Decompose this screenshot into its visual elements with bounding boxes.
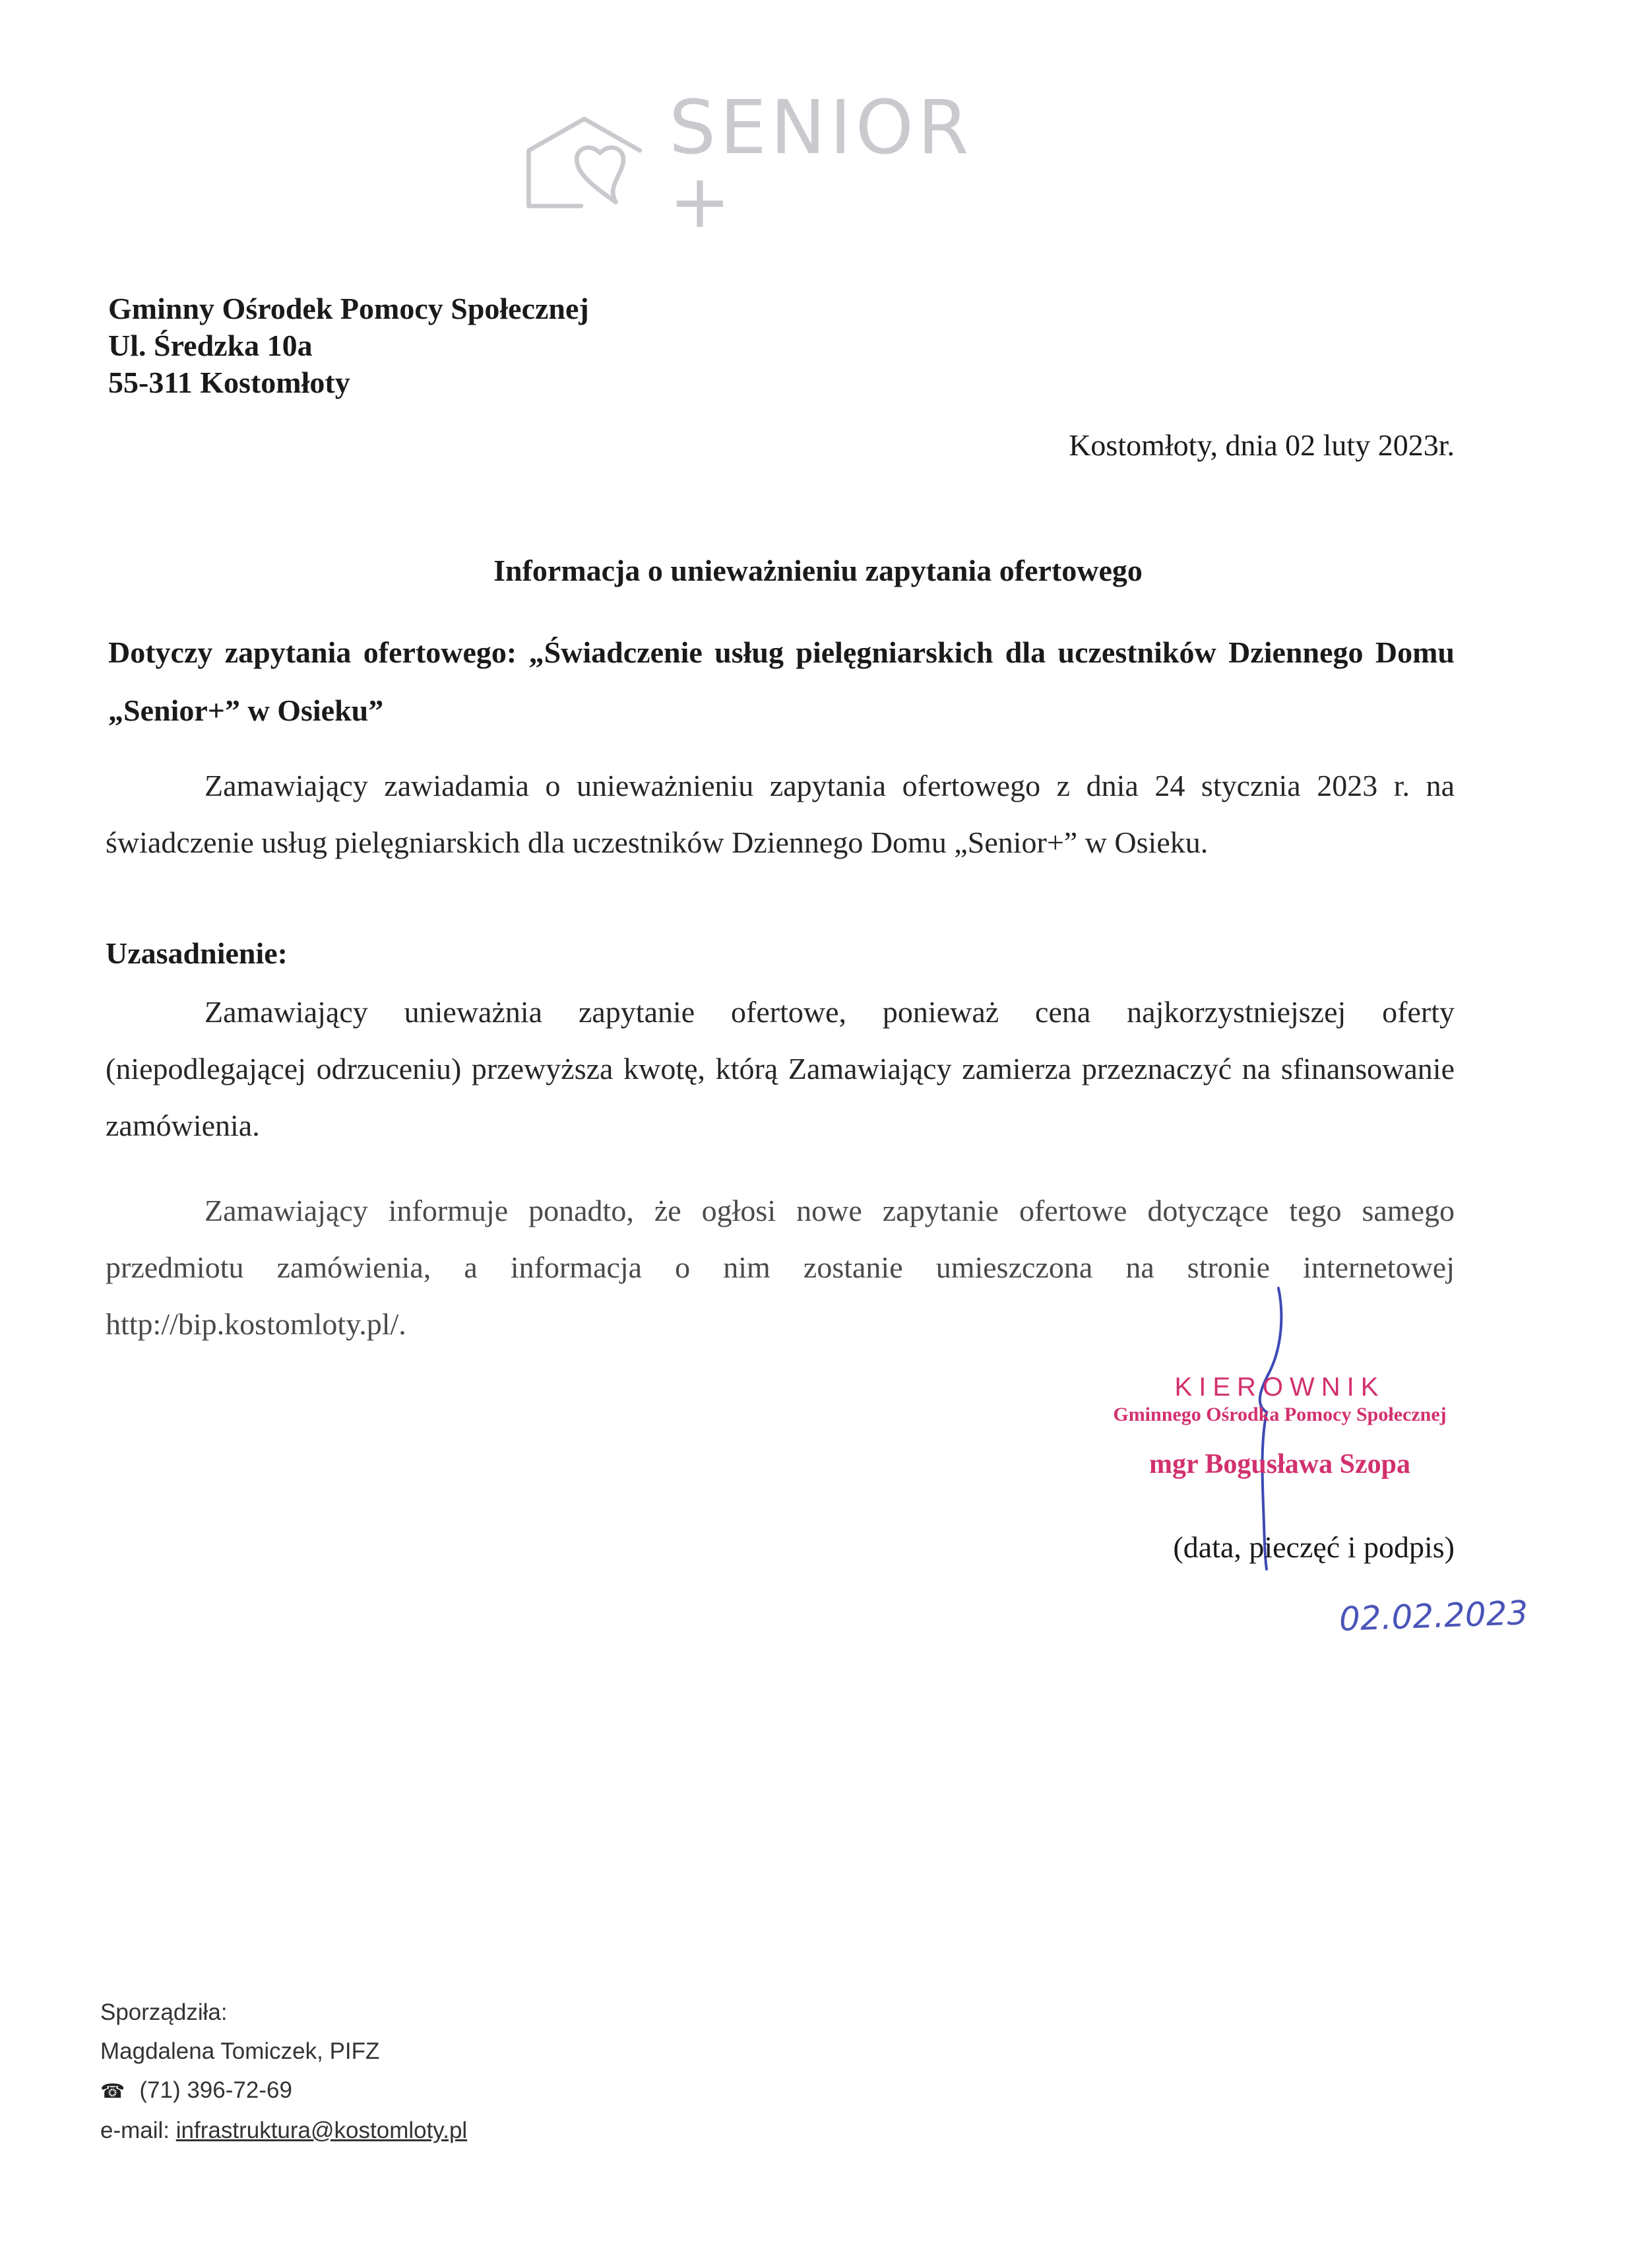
telephone-icon: ☎ (100, 2081, 125, 2102)
subject-line: Dotyczy zapytania ofertowego: „Świadczenie usług pielęgniarskich dla uczestników Dziennego Domu „Senior+” w Osieku” (108, 635, 1455, 727)
preparer-footer (100, 1993, 467, 2150)
sender-name: Gminny Ośrodek Pomocy Społecznej (108, 292, 589, 325)
sender-street: Ul. Średzka 10a (108, 329, 313, 362)
notice-paragraph: Zamawiający zawiadamia o unieważnieniu zapytania ofertowego z dnia 24 stycznia 2023 r. na świadczenie usług pielęgniarskich dla uczestników Dziennego Domu „Senior+” w Osieku. (106, 769, 1455, 859)
sender-city: 55-311 Kostomłoty (108, 366, 350, 399)
house-heart-icon (521, 109, 666, 221)
senior-plus-logo (521, 85, 1049, 245)
document-title: Informacja o unieważnieniu zapytania ofertowego (493, 554, 1143, 587)
additional-info-paragraph: Zamawiający informuje ponadto, że ogłosi nowe zapytanie ofertowe dotyczące tego samego przedmiotu zamówienia, a informacja o nim zostanie umieszczona na stronie internetowej http://bip.kostomloty.pl/. (106, 1194, 1455, 1341)
stamp-title: KIEROWNIK (1174, 1373, 1385, 1402)
reason-paragraph: Zamawiający unieważnia zapytanie ofertowe, ponieważ cena najkorzystniejszej oferty (niepodlegającej odrzuceniu) przewyższa kwotę, którą Zamawiający zamierza przeznaczyć na sfinansowanie zamówienia. (106, 995, 1455, 1142)
phone-line (100, 2071, 467, 2111)
prepared-by-label: Sporządziła: (100, 1999, 228, 2025)
logo-text: SENIOR + (669, 85, 973, 245)
email-label: e-mail: (100, 2118, 170, 2143)
reason-heading: Uzasadnienie: (106, 936, 288, 970)
signature-caption: (data, pieczęć i podpis) (1173, 1530, 1455, 1564)
sender-address (108, 290, 589, 401)
letter-date: Kostomłoty, dnia 02 luty 2023r. (1069, 428, 1455, 462)
preparer-name: Magdalena Tomiczek, PIFZ (100, 2038, 380, 2064)
email-line (100, 2111, 467, 2150)
stamp-organization: Gminnego Ośrodka Pomocy Społecznej (1113, 1404, 1447, 1425)
phone-number: (71) 396-72-69 (139, 2077, 292, 2103)
email-link[interactable]: infrastruktura@kostomloty.pl (175, 2118, 468, 2143)
official-stamp (1082, 1373, 1478, 1480)
handwritten-date: 02.02.2023 (1338, 1594, 1529, 1638)
stamp-name: mgr Bogusława Szopa (1149, 1449, 1410, 1479)
